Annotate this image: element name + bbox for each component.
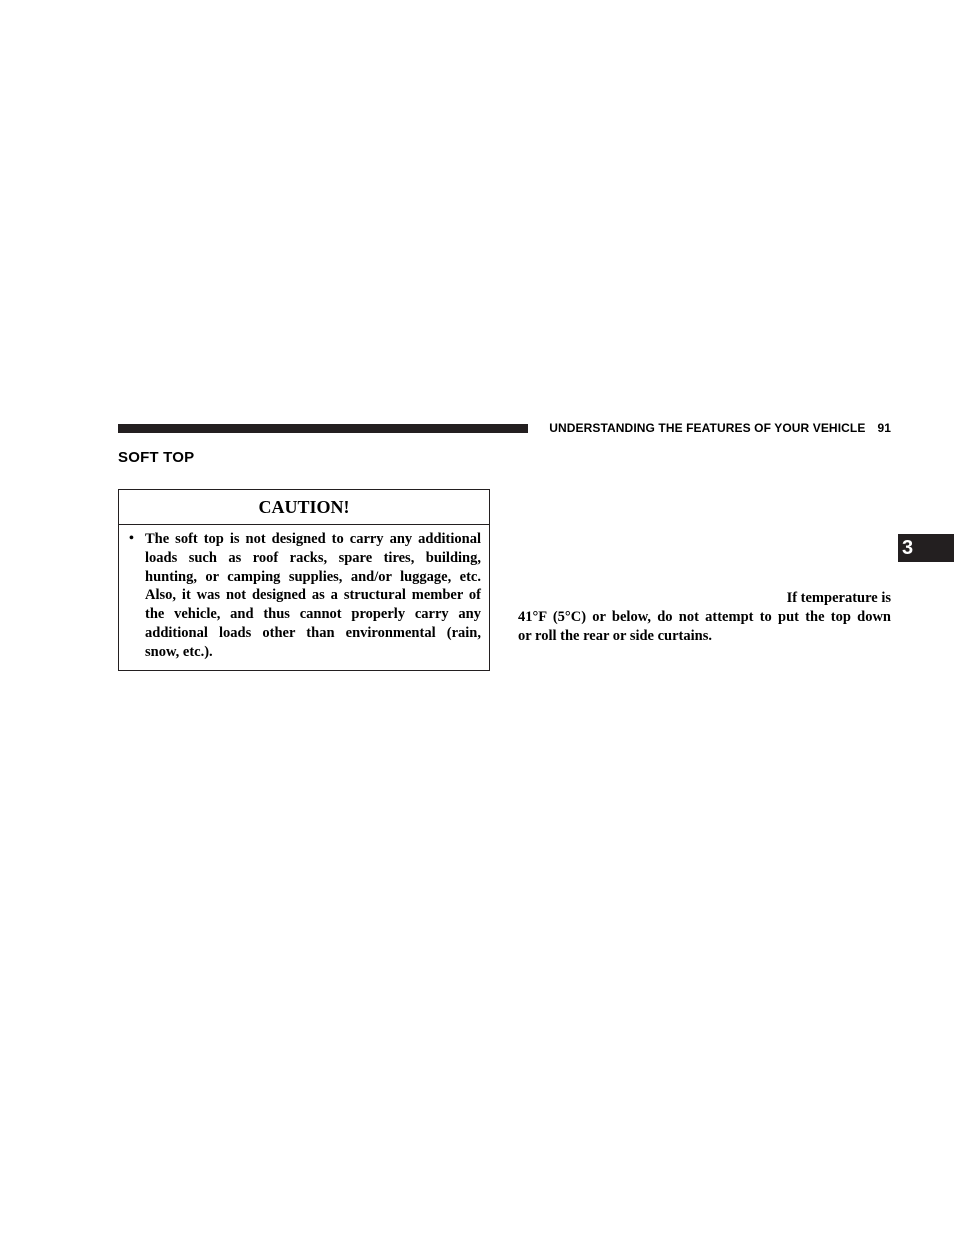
caution-item: [119, 525, 489, 662]
chapter-tab: [898, 534, 954, 562]
header-rule: [118, 424, 528, 433]
chapter-number: 3: [902, 537, 914, 559]
temperature-note: [518, 589, 891, 645]
section-title: SOFT TOP: [118, 449, 195, 466]
temperature-note-line-2: 41°F (5°C) or below, do not attempt to put the top down: [518, 608, 891, 625]
page-number: 91: [877, 421, 891, 435]
temperature-note-line-1: If temperature is: [786, 590, 891, 606]
caution-title: CAUTION!: [119, 490, 489, 525]
caution-list: [119, 525, 489, 662]
caution-box: [118, 489, 490, 671]
bullet-icon: •: [129, 531, 134, 546]
caution-item-text: The soft top is not designed to carry any additional loads such as roof racks, spare tires, building, hunting, or camping supplies, and/or luggage, etc. Also, it was not designed as a structural member of the vehicle, and thus cannot properly carry any additional loads other than environmental (rain, snow, etc.).: [145, 531, 481, 660]
running-header-title: UNDERSTANDING THE FEATURES OF YOUR VEHICLE: [549, 421, 866, 435]
temperature-note-line-3: or roll the rear or side curtains.: [518, 627, 712, 644]
running-header: [538, 420, 891, 436]
